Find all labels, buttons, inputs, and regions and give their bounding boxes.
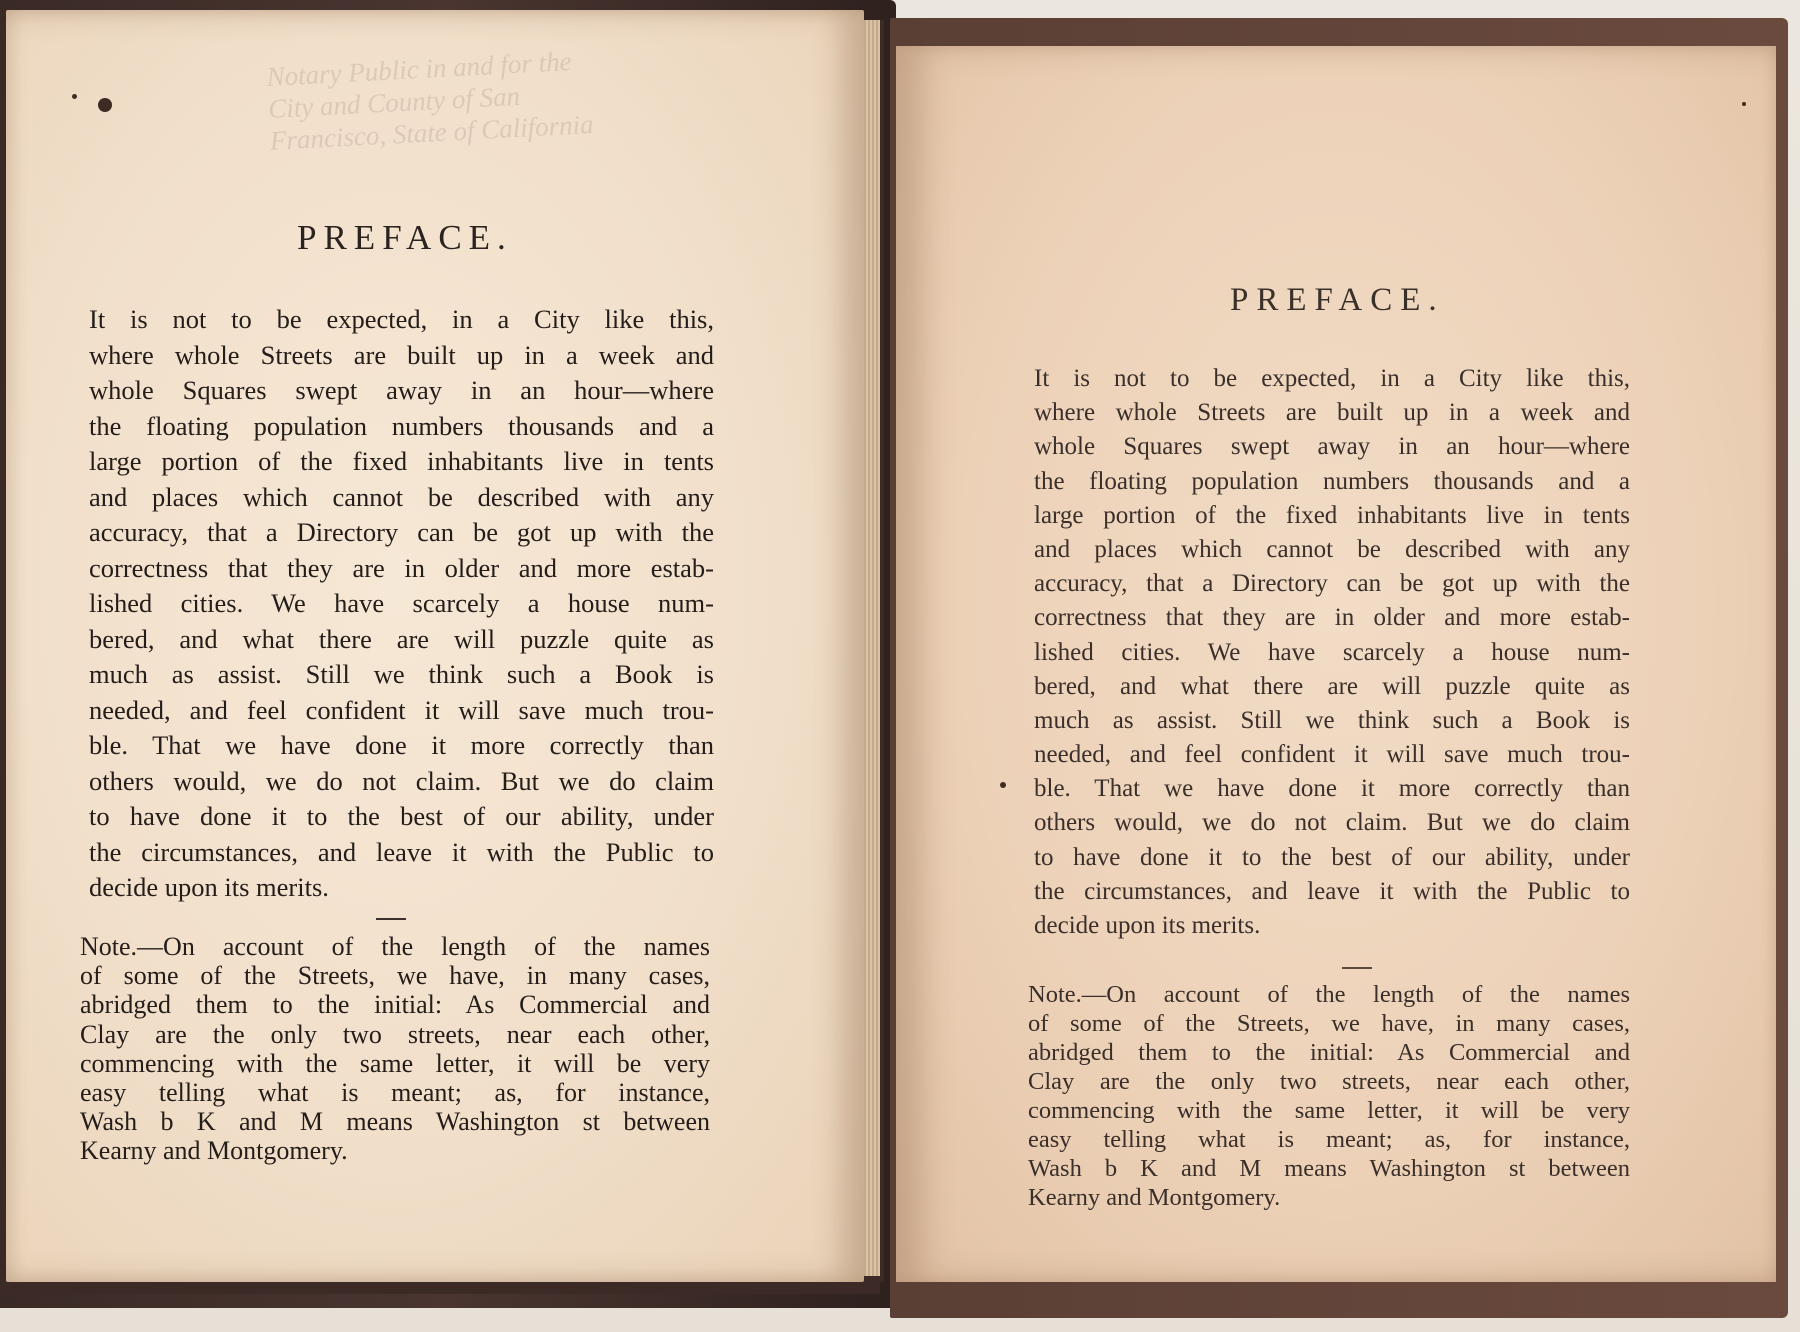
text-line: Kearny and Montgomery. bbox=[80, 1136, 348, 1166]
text-line: where whole Streets are built up in a week and bbox=[1034, 399, 1630, 427]
text-line: Clay are the only two streets, near each other, bbox=[80, 1019, 710, 1049]
text-line: bered, and what there are will puzzle quite as bbox=[89, 623, 714, 654]
text-line: Note.—On account of the length of the names bbox=[80, 932, 710, 961]
text-line: bered, and what there are will puzzle quite as bbox=[1034, 672, 1630, 700]
text-line: It is not to be expected, in a City like this, bbox=[89, 304, 714, 334]
text-line: the circumstances, and leave it with the Public to bbox=[1034, 877, 1630, 905]
preface-body bbox=[1034, 362, 1630, 943]
left-page bbox=[6, 10, 864, 1282]
text-line: decide upon its merits. bbox=[89, 872, 329, 902]
text-line: to have done it to the best of our ability, under bbox=[1034, 843, 1630, 871]
text-line: easy telling what is meant; as, for instance, bbox=[1028, 1126, 1630, 1153]
text-line: to have done it to the best of our ability, under bbox=[89, 801, 714, 831]
ink-spot bbox=[1000, 782, 1006, 788]
text-line: and places which cannot be described with any bbox=[89, 481, 714, 512]
text-line: of some of the Streets, we have, in many cases, bbox=[1028, 1010, 1630, 1037]
text-line: ble. That we have done it more correctly than bbox=[89, 730, 714, 760]
text-line: large portion of the fixed inhabitants live in tents bbox=[1034, 501, 1630, 529]
text-line: accuracy, that a Directory can be got up with the bbox=[89, 517, 714, 547]
text-line: Note.—On account of the length of the names bbox=[1028, 981, 1630, 1008]
text-line: the circumstances, and leave it with the Public to bbox=[89, 836, 714, 867]
text-line: commencing with the same letter, it will be very bbox=[80, 1048, 710, 1078]
text-line: Wash b K and M means Washington st between bbox=[80, 1107, 710, 1137]
text-line: abridged them to the initial: As Commercial and bbox=[80, 990, 710, 1020]
text-line: much as assist. Still we think such a Book is bbox=[1034, 706, 1630, 734]
text-line: the floating population numbers thousands and a bbox=[1034, 467, 1630, 495]
text-line: It is not to be expected, in a City like this, bbox=[1034, 365, 1630, 392]
text-line: Clay are the only two streets, near each other, bbox=[1028, 1068, 1630, 1095]
text-line: others would, we do not claim. But we do claim bbox=[89, 765, 714, 796]
text-line: lished cities. We have scarcely a house num- bbox=[89, 588, 714, 618]
text-line: commencing with the same letter, it will be very bbox=[1028, 1097, 1630, 1124]
text-line: decide upon its merits. bbox=[1034, 912, 1261, 939]
text-line: correctness that they are in older and more estab- bbox=[1034, 604, 1630, 632]
preface-body bbox=[89, 302, 714, 906]
text-line: of some of the Streets, we have, in many cases, bbox=[80, 961, 710, 991]
page-title: PREFACE. bbox=[1230, 282, 1445, 318]
text-line: easy telling what is meant; as, for instance, bbox=[80, 1077, 710, 1107]
ink-spot bbox=[72, 94, 77, 99]
preface-note bbox=[1028, 980, 1630, 1212]
text-line: and places which cannot be described with any bbox=[1034, 535, 1630, 563]
text-line: large portion of the fixed inhabitants live in tents bbox=[89, 446, 714, 476]
ink-spot bbox=[98, 98, 112, 112]
notary-stamp-impression: Notary Public in and for the City and County of San Francisco, State of California bbox=[265, 46, 595, 156]
section-rule bbox=[1342, 967, 1372, 969]
text-line: needed, and feel confident it will save much trou- bbox=[1034, 741, 1630, 769]
text-line: lished cities. We have scarcely a house num- bbox=[1034, 638, 1630, 666]
text-line: needed, and feel confident it will save much trou- bbox=[89, 694, 714, 725]
text-line: much as assist. Still we think such a Book is bbox=[89, 659, 714, 689]
text-line: abridged them to the initial: As Commercial and bbox=[1028, 1039, 1630, 1066]
text-line: whole Squares swept away in an hour—where bbox=[1034, 433, 1630, 461]
section-rule bbox=[376, 918, 406, 920]
text-line: whole Squares swept away in an hour—where bbox=[89, 375, 714, 405]
text-line: others would, we do not claim. But we do claim bbox=[1034, 809, 1630, 837]
text-line: the floating population numbers thousands and a bbox=[89, 410, 714, 441]
text-line: Wash b K and M means Washington st between bbox=[1028, 1155, 1630, 1182]
text-line: ble. That we have done it more correctly than bbox=[1034, 775, 1630, 803]
right-page bbox=[896, 46, 1776, 1282]
page-title: PREFACE. bbox=[297, 218, 513, 257]
text-line: correctness that they are in older and more estab- bbox=[89, 552, 714, 583]
text-line: Kearny and Montgomery. bbox=[1028, 1184, 1281, 1211]
preface-note bbox=[80, 932, 710, 1166]
text-line: where whole Streets are built up in a week and bbox=[89, 339, 714, 370]
ink-spot bbox=[1742, 102, 1746, 106]
text-line: accuracy, that a Directory can be got up with the bbox=[1034, 570, 1630, 598]
